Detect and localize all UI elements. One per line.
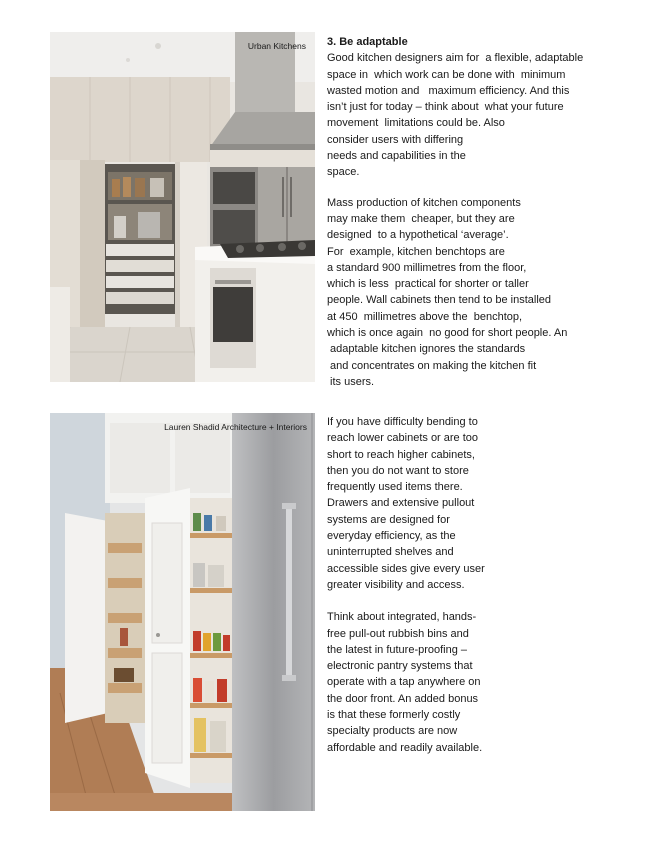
text-line: frequently used items there. bbox=[327, 481, 463, 494]
photo-credit: Urban Kitchens bbox=[247, 41, 306, 51]
text-line: everyday efficiency, as the bbox=[327, 530, 456, 543]
paragraph bbox=[327, 195, 583, 391]
text-line: may make them cheaper, but they are bbox=[327, 212, 515, 225]
paragraph bbox=[327, 414, 485, 593]
text-line: free pull-out rubbish bins and bbox=[327, 627, 469, 640]
text-column-1 bbox=[327, 34, 583, 390]
text-line: needs and capabilities in the bbox=[327, 150, 466, 163]
pantry-photo bbox=[50, 413, 315, 811]
text-line: isn’t just for today – think about what your future bbox=[327, 101, 564, 114]
kitchen-illustration bbox=[50, 32, 315, 382]
text-line: uninterrupted shelves and bbox=[327, 546, 454, 559]
text-line: electronic pantry systems that bbox=[327, 660, 473, 673]
text-line: For example, kitchen benchtops are bbox=[327, 245, 505, 258]
text-line: If you have difficulty bending to bbox=[327, 416, 478, 428]
text-line: systems are designed for bbox=[327, 513, 450, 526]
text-line: at 450 millimetres above the benchtop, bbox=[327, 310, 523, 323]
pantry-illustration bbox=[50, 413, 315, 811]
text-line: short to reach higher cabinets, bbox=[327, 448, 475, 461]
kitchen-photo bbox=[50, 32, 315, 382]
photo-credit: Lauren Shadid Architecture + Interiors bbox=[164, 422, 307, 432]
text-line: which is less practical for shorter or taller bbox=[327, 278, 529, 291]
text-line: affordable and readily available. bbox=[327, 741, 483, 754]
text-line: reach lower cabinets or are too bbox=[327, 432, 479, 445]
text-line: the door front. An added bonus bbox=[327, 692, 479, 705]
paragraph bbox=[327, 50, 583, 180]
text-line: and concentrates on making the kitchen fit bbox=[327, 359, 537, 372]
text-line: then you do not want to store bbox=[327, 464, 469, 477]
text-line: Good kitchen designers aim for a flexible, adaptable bbox=[327, 52, 584, 65]
text-line: Mass production of kitchen components bbox=[327, 196, 521, 209]
text-line: the latest in future-proofing – bbox=[327, 643, 468, 656]
text-line: people. Wall cabinets then tend to be installed bbox=[327, 294, 552, 307]
paragraph bbox=[327, 609, 485, 756]
text-line: wasted motion and maximum efficiency. And this bbox=[327, 84, 570, 97]
text-line: accessible sides give every user bbox=[327, 562, 485, 575]
text-line: movement limitations could be. Also bbox=[327, 117, 505, 130]
text-line: specialty products are now bbox=[327, 725, 458, 738]
text-line: consider users with differing bbox=[327, 133, 464, 146]
text-column-2 bbox=[327, 414, 485, 756]
section-heading: 3. Be adaptable bbox=[327, 36, 408, 48]
text-line: its users. bbox=[327, 375, 375, 388]
text-line: designed to a hypothetical ‘average’. bbox=[327, 229, 509, 242]
text-line: which is once again no good for short people. An bbox=[327, 327, 568, 340]
text-line: Drawers and extensive pullout bbox=[327, 497, 475, 510]
text-line: operate with a tap anywhere on bbox=[327, 676, 481, 689]
text-line: adaptable kitchen ignores the standards bbox=[327, 343, 526, 356]
text-line: is that these formerly costly bbox=[327, 709, 461, 722]
text-line: space in which work can be done with minimum bbox=[327, 68, 566, 81]
text-line: a standard 900 millimetres from the floor, bbox=[327, 261, 527, 274]
text-line: space. bbox=[327, 166, 360, 179]
text-line: greater visibility and access. bbox=[327, 578, 465, 591]
text-line: Think about integrated, hands- bbox=[327, 611, 477, 624]
